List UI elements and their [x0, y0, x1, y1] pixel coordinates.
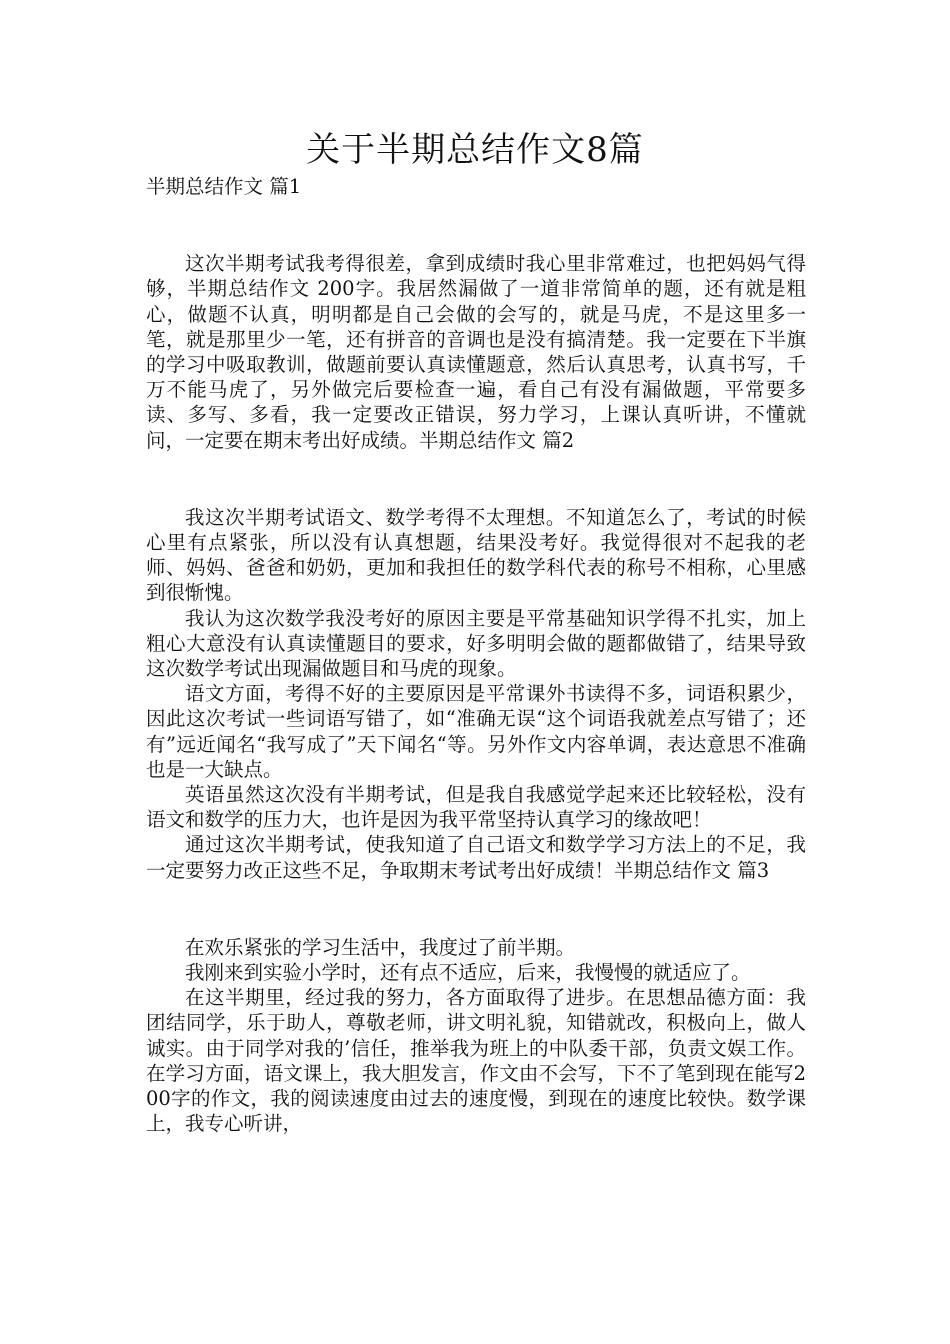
- paragraph-2-1: 我这次半期考试语文、数学考得不太理想。不知道怎么了，考试的时候心里有点紧张，所以没有认真想题，结果没考好。我觉得很对不起我的老师、妈妈、爸爸和奶奶，更加和我担任的数学科代表的称号不相称，心里感到很惭愧。: [146, 505, 806, 605]
- document-title: 关于半期总结作文8篇: [306, 130, 644, 170]
- paragraph-2-2: 我认为这次数学我没考好的原因主要是平常基础知识学得不扎实，加上粗心大意没有认真读懂题目的要求，好多明明会做的题都做错了，结果导致这次数学考试出现漏做题目和马虎的现象。: [146, 606, 806, 681]
- spacer: [146, 453, 806, 505]
- paragraph-2-3: 语文方面，考得不好的主要原因是平常课外书读得不多，词语积累少，因此这次考试一些词语写错了，如“准确无误“这个词语我就差点写错了；还有”远近闻名“我写成了”天下闻名“等。另外作文内容单调，表达意思不准确也是一大缺点。: [146, 682, 806, 781]
- paragraph-2-5: 通过这次半期考试，使我知道了自己语文和数学学习方法上的不足，我一定要努力改正这些不足，争取期末考试考出好成绩！半期总结作文 篇3: [146, 833, 806, 882]
- paragraph-2-4: 英语虽然这次没有半期考试，但是我自我感觉学起来还比较轻松，没有语文和数学的压力大，也许是因为我平常坚持认真学习的缘故吧！: [146, 783, 806, 832]
- paragraph-3-3: 在这半期里，经过我的努力，各方面取得了进步。在思想品德方面：我团结同学，乐于助人，尊敬老师，讲文明礼貌，知错就改，积极向上，做人诚实。由于同学对我的’信任，推举我为班上的中队委干部，负责文娱工作。在学习方面，语文课上，我大胆发言，作文由不会写，下不了笔到现在能写200字的作文，我的阅读速度由过去的速度慢，到现在的速度比较快。数学课上，我专心听讲，: [146, 986, 806, 1136]
- spacer: [146, 883, 806, 935]
- paragraph-3-1: 在欢乐紧张的学习生活中，我度过了前半期。: [185, 935, 576, 959]
- spacer: [146, 199, 806, 251]
- document-body: [146, 174, 806, 1137]
- section-heading-1: 半期总结作文 篇1: [146, 175, 302, 198]
- paragraph-1-1: 这次半期考试我考得很差，拿到成绩时我心里非常难过，也把妈妈气得够，半期总结作文 200字。我居然漏做了一道非常简单的题，还有就是粗心，做题不认真，明明都是自己会做的会写的，就是马虎，不是这里多一笔，就是那里少一笔，还有拼音的音调也是没有搞清楚。我一定要在下半旗的学习中吸取教训，做题前要认真读懂题意，然后认真思考，认真书写，千万不能马虎了，另外做完后要检查一遍，看自己有没有漏做题，平常要多读、多写、多看，我一定要改正错误，努力学习，上课认真听讲，不懂就问，一定要在期末考出好成绩。半期总结作文 篇2: [146, 252, 806, 452]
- paragraph-3-2: 我刚来到实验小学时，还有点不适应，后来，我慢慢的就适应了。: [185, 961, 751, 985]
